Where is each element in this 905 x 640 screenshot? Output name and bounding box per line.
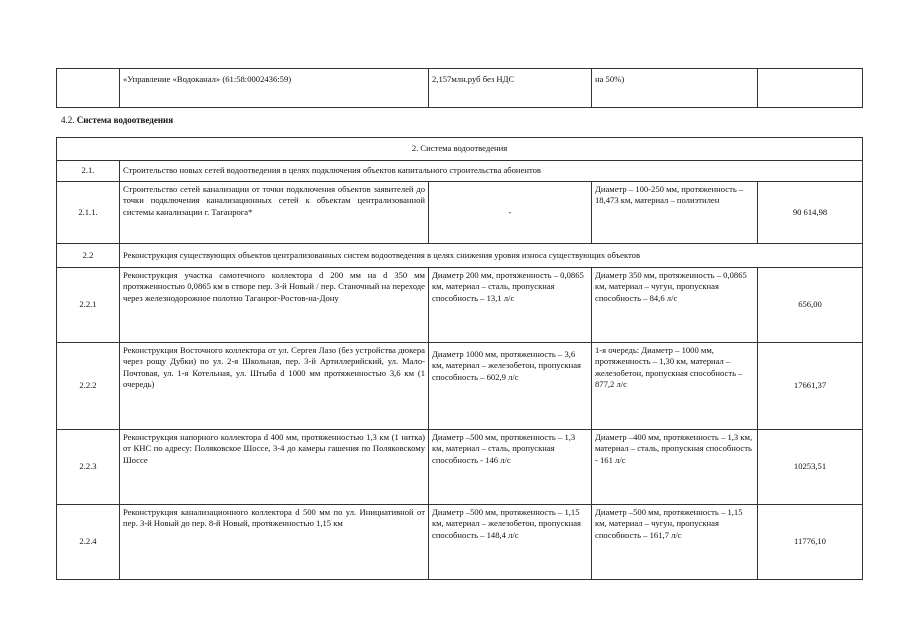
row-after: 1-я очередь: Диаметр – 1000 мм, протяженность – 1,30 км, материал – железобетон, пропускная способность – 877,2 л/с <box>592 343 758 430</box>
table-cell: 2,157млн.руб без НДС <box>429 69 592 108</box>
section-number: 4.2. <box>61 115 75 125</box>
row-number: 2.1. <box>57 161 120 182</box>
section-heading <box>61 115 173 125</box>
row-description: Реконструкция напорного коллектора d 400 мм, протяженностью 1,3 км (1 нитка) от КНС по адресу: Поляковское Шоссе, 3-4 до камеры гашения по Поляковскому Шоссе <box>120 430 429 505</box>
row-after: Диаметр –500 мм, протяженность – 1,15 км, материал – чугун, пропускная способность – 161,7 л/с <box>592 505 758 580</box>
row-cost: 17661,37 <box>758 343 863 430</box>
row-cost: 90 614,98 <box>758 182 863 244</box>
row-cost: 10253,51 <box>758 430 863 505</box>
row-before: Диаметр 1000 мм, протяженность – 3,6 км, материал – железобетон, пропускная способность – 602,9 л/с <box>429 343 592 430</box>
row-after: Диаметр – 100-250 мм, протяженность – 18,473 км, материал – полиэтилен <box>592 182 758 244</box>
row-number: 2.1.1. <box>57 182 120 244</box>
top-table-fragment <box>56 68 863 108</box>
table-row <box>57 69 863 108</box>
table-cell: «Управление «Водоканал» (61:58:0002436:59) <box>120 69 429 108</box>
row-cost: 656,00 <box>758 268 863 343</box>
table-row <box>57 182 863 244</box>
table-header-row <box>57 138 863 161</box>
row-number: 2.2.4 <box>57 505 120 580</box>
table-header: 2. Система водоотведения <box>57 138 863 161</box>
table-row-group <box>57 244 863 268</box>
group-title: Реконструкция существующих объектов централизованных систем водоотведения в целях снижения уровня износа существующих объектов <box>120 244 863 268</box>
row-after: Диаметр –400 мм, протяженность – 1,3 км, материал – сталь, пропускная способность - 161 л/с <box>592 430 758 505</box>
table-row <box>57 505 863 580</box>
row-before: Диаметр 200 мм, протяженность – 0,0865 км, материал – сталь, пропускная способность – 13,1 л/с <box>429 268 592 343</box>
table-cell <box>57 69 120 108</box>
row-before: Диаметр –500 мм, протяженность – 1,15 км, материал – железобетон, пропускная способность – 148,4 л/с <box>429 505 592 580</box>
table-cell <box>758 69 863 108</box>
table-cell: на 50%) <box>592 69 758 108</box>
row-description: Реконструкция канализационного коллектора d 500 мм по ул. Инициативной от пер. 3-й Новый до пер. 8-й Новый, протяженностью 1,15 км <box>120 505 429 580</box>
row-cost: 11776,10 <box>758 505 863 580</box>
table-row <box>57 343 863 430</box>
group-title: Строительство новых сетей водоотведения в целях подключения объектов капитального строительства абонентов <box>120 161 863 182</box>
wastewater-table <box>56 137 863 580</box>
table-row-group <box>57 161 863 182</box>
row-number: 2.2.1 <box>57 268 120 343</box>
row-number: 2.2.3 <box>57 430 120 505</box>
row-after: Диаметр 350 мм, протяженность – 0,0865 км, материал – чугун, пропускная способность – 84,6 л/с <box>592 268 758 343</box>
row-description: Реконструкция Восточного коллектора от ул. Сергея Лазо (без устройства дюкера через рощу Дубки) по ул. 2-я Школьная, пер. 3-й Артиллерийский, ул. Мало-Почтовая, ул. 1-я Котельная, ул. Штыба d 1000 мм протяженностью 3,6 км (1 очередь) <box>120 343 429 430</box>
row-number: 2.2 <box>57 244 120 268</box>
row-description: Реконструкция участка самотечного коллектора d 200 мм на d 350 мм протяженностью 0,0865 км в створе пер. 3-й Новый / пер. Станочный на переходе через железнодорожное полотно Таганрог-Ростов-на-Дону <box>120 268 429 343</box>
table-row <box>57 430 863 505</box>
row-before: - <box>429 182 592 244</box>
row-number: 2.2.2 <box>57 343 120 430</box>
row-description: Строительство сетей канализации от точки подключения объектов заявителей до точки подключения канализационных сетей к объектам централизованной системы канализации г. Таганрога* <box>120 182 429 244</box>
section-title: Система водоотведения <box>76 115 174 125</box>
table-row <box>57 268 863 343</box>
row-before: Диаметр –500 мм, протяженность – 1,3 км, материал – сталь, пропускная способность - 146 л/с <box>429 430 592 505</box>
